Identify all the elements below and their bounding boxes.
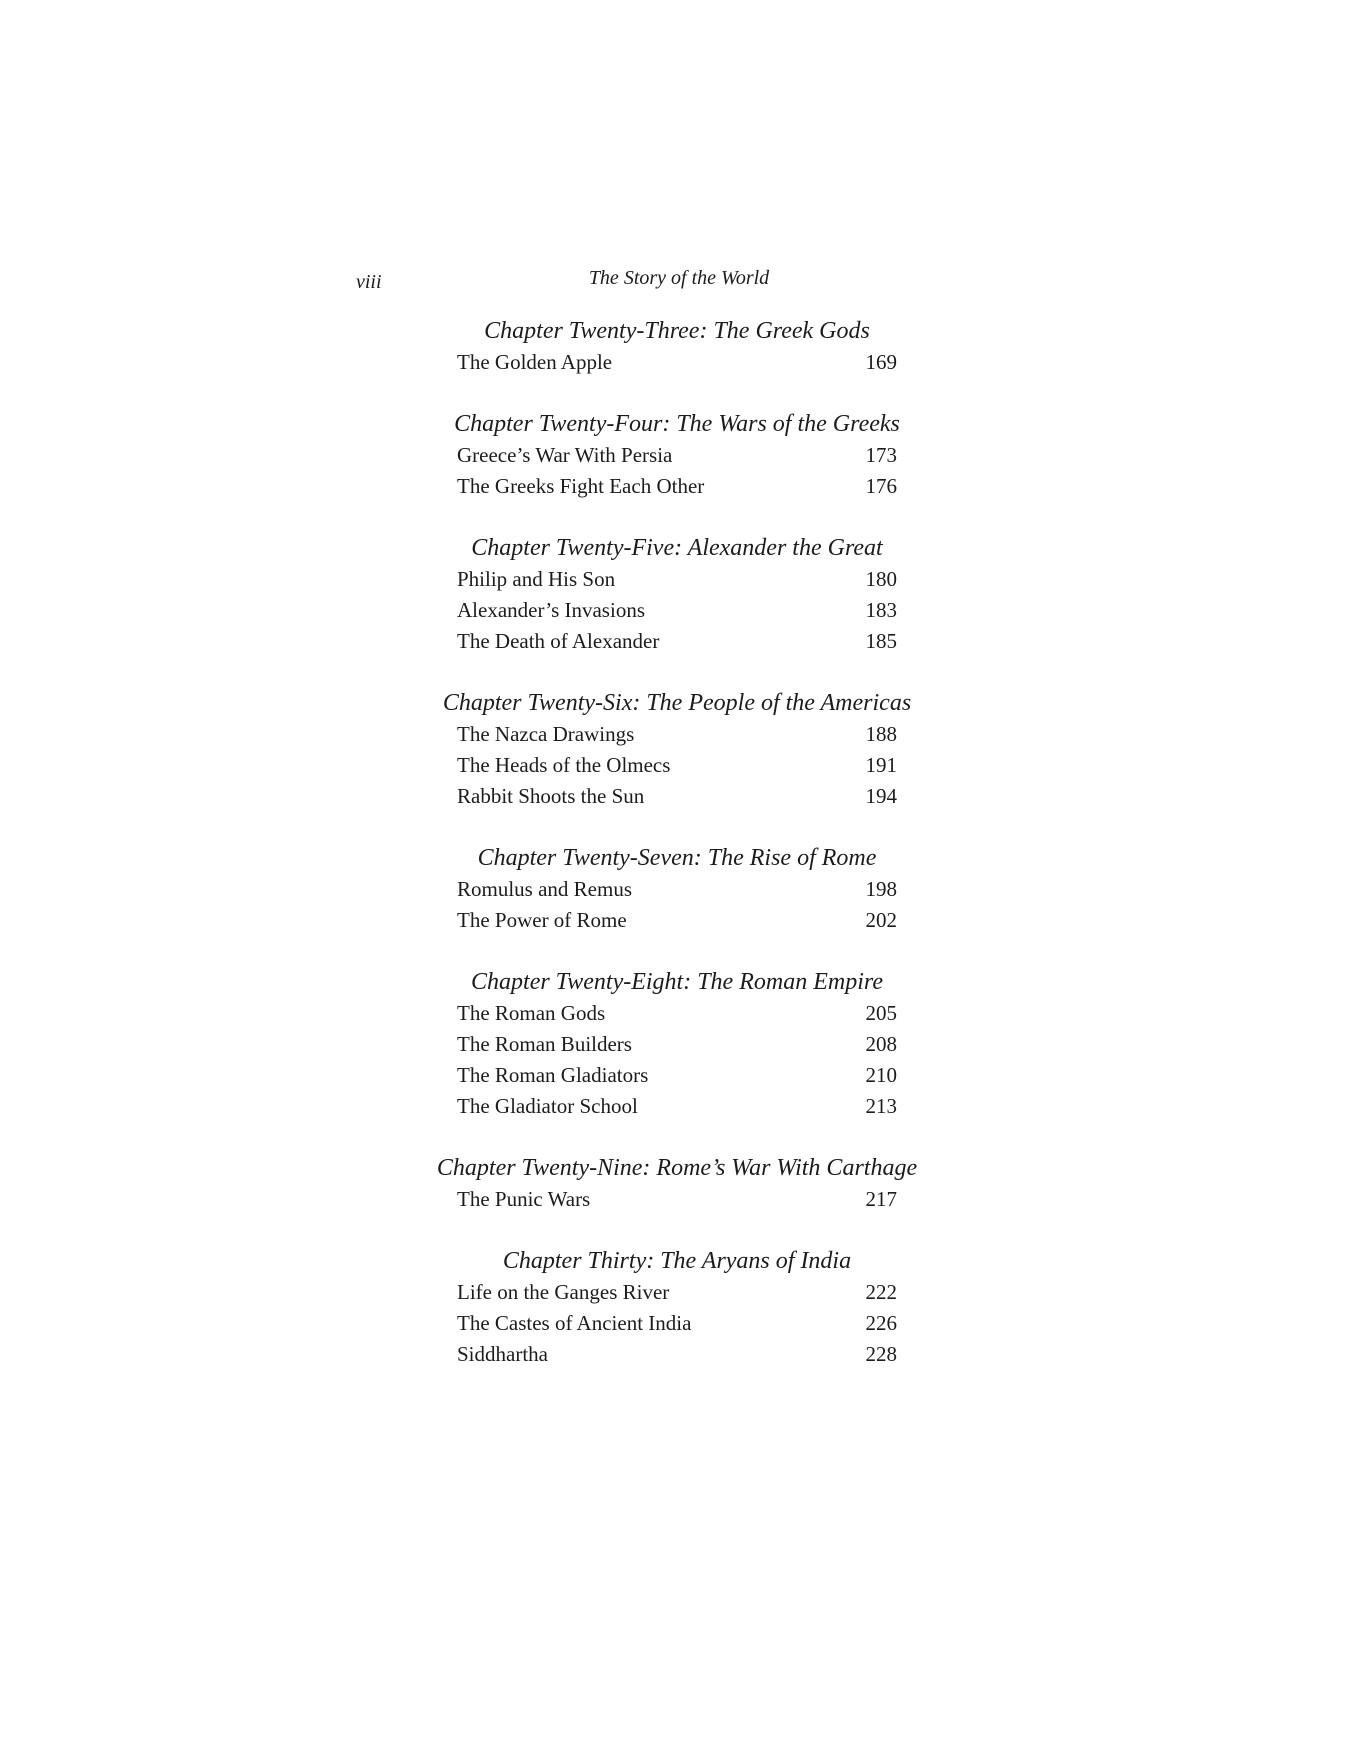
entry-title: The Heads of the Olmecs [457, 753, 671, 777]
chapter-title: Chapter Twenty-Five: Alexander the Great [471, 535, 883, 561]
entry-page-number: 183 [865, 598, 897, 622]
entry-page-number: 169 [865, 350, 897, 374]
entry-page-number: 194 [865, 784, 897, 808]
toc-entry [457, 998, 897, 1029]
entry-title: Romulus and Remus [457, 877, 633, 901]
entry-page-number: 185 [865, 629, 897, 653]
toc-chapter [457, 1246, 897, 1370]
toc-entry [457, 874, 897, 905]
entry-title: The Castes of Ancient India [457, 1311, 692, 1335]
toc-entry [457, 750, 897, 781]
entry-page-number: 208 [865, 1032, 897, 1056]
entry-page-number: 202 [865, 908, 897, 932]
chapter-title: Chapter Twenty-Three: The Greek Gods [484, 318, 870, 344]
entry-title: The Roman Builders [457, 1032, 632, 1056]
entry-title: Life on the Ganges River [457, 1280, 670, 1304]
entry-page-number: 191 [865, 753, 897, 777]
chapter-title: Chapter Twenty-Four: The Wars of the Greeks [454, 411, 900, 437]
toc-entry [457, 781, 897, 812]
chapter-title: Chapter Twenty-Six: The People of the Americas [442, 690, 912, 716]
entry-page-number: 217 [865, 1187, 897, 1211]
toc-entry [457, 564, 897, 595]
entry-title: Rabbit Shoots the Sun [457, 784, 645, 808]
entry-title: The Golden Apple [457, 350, 613, 374]
entry-title: The Greeks Fight Each Other [457, 474, 705, 498]
chapter-entries [457, 998, 897, 1122]
entry-title: The Death of Alexander [457, 629, 660, 653]
entry-page-number: 213 [865, 1094, 897, 1118]
toc-entry [457, 1029, 897, 1060]
chapter-entries [457, 440, 897, 502]
entry-title: Greece’s War With Persia [457, 443, 673, 467]
entry-title: The Roman Gladiators [457, 1063, 649, 1087]
entry-page-number: 173 [865, 443, 897, 467]
entry-page-number: 226 [865, 1311, 897, 1335]
page-number: viii [356, 271, 382, 293]
toc-entry [457, 595, 897, 626]
entry-title: The Nazca Drawings [457, 722, 635, 746]
toc-entry [457, 1060, 897, 1091]
chapter-title: Chapter Twenty-Eight: The Roman Empire [471, 969, 883, 995]
toc-entry [457, 1339, 897, 1370]
entry-page-number: 176 [865, 474, 897, 498]
toc-chapter [457, 316, 897, 378]
toc-entry [457, 719, 897, 750]
chapter-entries [457, 1184, 897, 1215]
entry-page-number: 210 [865, 1063, 897, 1087]
toc-chapter [457, 843, 897, 936]
toc-chapter [436, 1153, 918, 1215]
toc-entry [457, 905, 897, 936]
entry-page-number: 228 [865, 1342, 897, 1366]
entry-title: The Roman Gods [457, 1001, 606, 1025]
entry-page-number: 188 [865, 722, 897, 746]
entry-title: The Power of Rome [457, 908, 627, 932]
toc-chapter [454, 409, 900, 502]
toc-entry [457, 1308, 897, 1339]
toc-chapter [442, 688, 912, 812]
entry-title: The Punic Wars [457, 1187, 591, 1211]
chapter-entries [457, 874, 897, 936]
toc-entry [457, 626, 897, 657]
entry-page-number: 180 [865, 567, 897, 591]
entry-title: Siddhartha [457, 1342, 548, 1366]
chapter-entries [457, 719, 897, 812]
entry-title: Alexander’s Invasions [457, 598, 645, 622]
toc-entry [457, 440, 897, 471]
chapter-entries [457, 347, 897, 378]
chapter-entries [457, 564, 897, 657]
chapter-title: Chapter Twenty-Seven: The Rise of Rome [477, 845, 877, 871]
entry-page-number: 205 [865, 1001, 897, 1025]
toc-entry [457, 347, 897, 378]
running-header [0, 263, 1358, 293]
chapter-title: Chapter Twenty-Nine: Rome’s War With Carthage [436, 1155, 918, 1181]
toc-chapter [457, 533, 897, 657]
chapter-entries [457, 1277, 897, 1370]
entry-title: Philip and His Son [457, 567, 616, 591]
toc-entry [457, 1184, 897, 1215]
toc-entry [457, 1091, 897, 1122]
toc-entry [457, 1277, 897, 1308]
entry-page-number: 222 [865, 1280, 897, 1304]
chapter-title: Chapter Thirty: The Aryans of India [502, 1248, 852, 1274]
toc-entry [457, 471, 897, 502]
entry-page-number: 198 [865, 877, 897, 901]
chapter-list [436, 316, 918, 1370]
running-title: The Story of the World [588, 267, 770, 289]
toc-chapter [457, 967, 897, 1122]
entry-title: The Gladiator School [457, 1094, 638, 1118]
table-of-contents [436, 316, 918, 1401]
